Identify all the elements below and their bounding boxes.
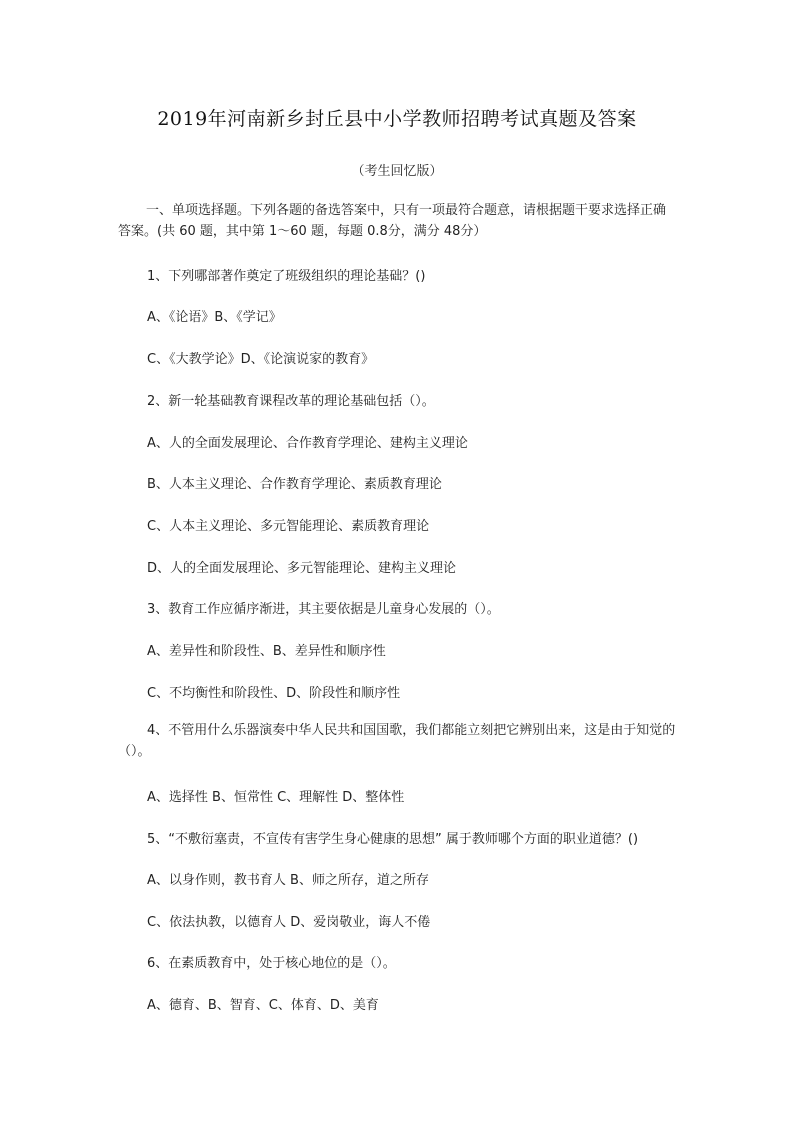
question-5-options-cd: C、依法执教，以德育人 D、爱岗敬业，诲人不倦 <box>147 915 431 930</box>
document-subtitle: （考生回忆版） <box>351 164 443 179</box>
question-3-options-cd: C、不均衡性和阶段性、D、阶段性和顺序性 <box>147 686 401 701</box>
question-5-options-ab: A、以身作则，教书育人 B、师之所存，道之所存 <box>147 873 429 888</box>
document-title: 2019年河南新乡封丘县中小学教师招聘考试真题及答案 <box>157 108 637 130</box>
question-2-option-b: B、人本主义理论、合作教育学理论、素质教育理论 <box>147 477 442 492</box>
question-2-option-a: A、人的全面发展理论、合作教育学理论、建构主义理论 <box>147 436 468 451</box>
question-4-options: A、选择性 B、恒常性 C、理解性 D、整体性 <box>147 790 405 805</box>
question-1: 1、下列哪部著作奠定了班级组织的理论基础？() <box>147 269 426 284</box>
question-2: 2、新一轮基础教育课程改革的理论基础包括（）。 <box>147 394 435 409</box>
section-instructions: 一、单项选择题。下列各题的备选答案中，只有一项最符合题意，请根据题干要求选择正确答案。(共 60 题，其中第 1～60 题，每题 0.8分，满分 48分） <box>118 203 667 239</box>
question-6: 6、在素质教育中，处于核心地位的是（）。 <box>147 956 396 971</box>
question-1-options-ab: A、《论语》B、《学记》 <box>147 310 282 325</box>
question-2-option-d: D、人的全面发展理论、多元智能理论、建构主义理论 <box>147 561 457 576</box>
question-1-options-cd: C、《大教学论》D、《论演说家的教育》 <box>147 352 375 367</box>
question-5: 5、“不敷衍塞责，不宣传有害学生身心健康的思想” 属于教师哪个方面的职业道德？() <box>147 832 639 847</box>
question-6-options: A、德育、B、智育、C、体育、D、美育 <box>147 998 379 1013</box>
question-2-option-c: C、人本主义理论、多元智能理论、素质教育理论 <box>147 519 430 534</box>
question-4: 4、不管用什么乐器演奏中华人民共和国国歌，我们都能立刻把它辨别出来，这是由于知觉的（）。 <box>118 723 676 759</box>
question-3-options-ab: A、差异性和阶段性、B、差异性和顺序性 <box>147 644 386 659</box>
question-3: 3、教育工作应循序渐进，其主要依据是儿童身心发展的（）。 <box>147 602 500 617</box>
